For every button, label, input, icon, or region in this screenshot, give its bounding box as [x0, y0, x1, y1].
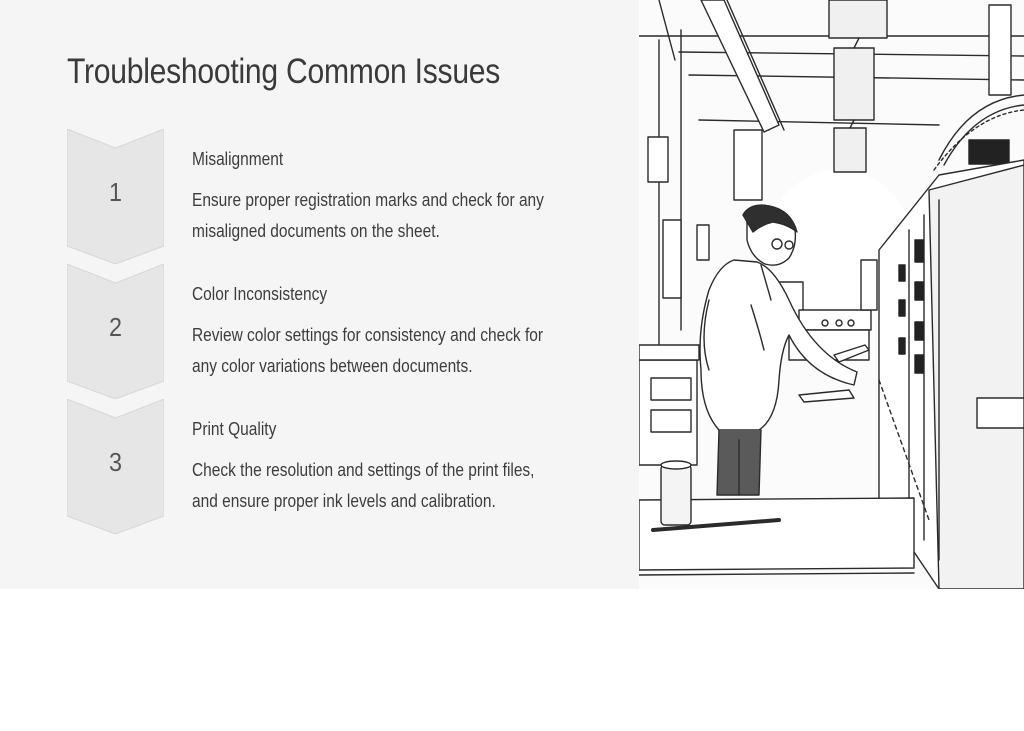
step-number: 3 — [108, 447, 123, 477]
step-number: 2 — [108, 312, 123, 342]
step-1 — [0, 129, 620, 269]
step-number: 1 — [108, 177, 123, 207]
step-description: Ensure proper registration marks and check for any misaligned documents on the sheet. — [192, 190, 544, 241]
step-title: Color Inconsistency — [192, 284, 328, 304]
step-description: Check the resolution and settings of the print files, and ensure proper ink levels and calibration. — [192, 460, 535, 511]
step-title: Print Quality — [192, 419, 277, 439]
print-technician-illustration — [639, 0, 1024, 589]
step-description: Review color settings for consistency and check for any color variations between documents. — [192, 325, 544, 376]
step-2 — [0, 264, 620, 404]
slide-title: Troubleshooting Common Issues — [67, 52, 501, 91]
step-title: Misalignment — [192, 149, 284, 169]
step-3 — [0, 399, 620, 539]
